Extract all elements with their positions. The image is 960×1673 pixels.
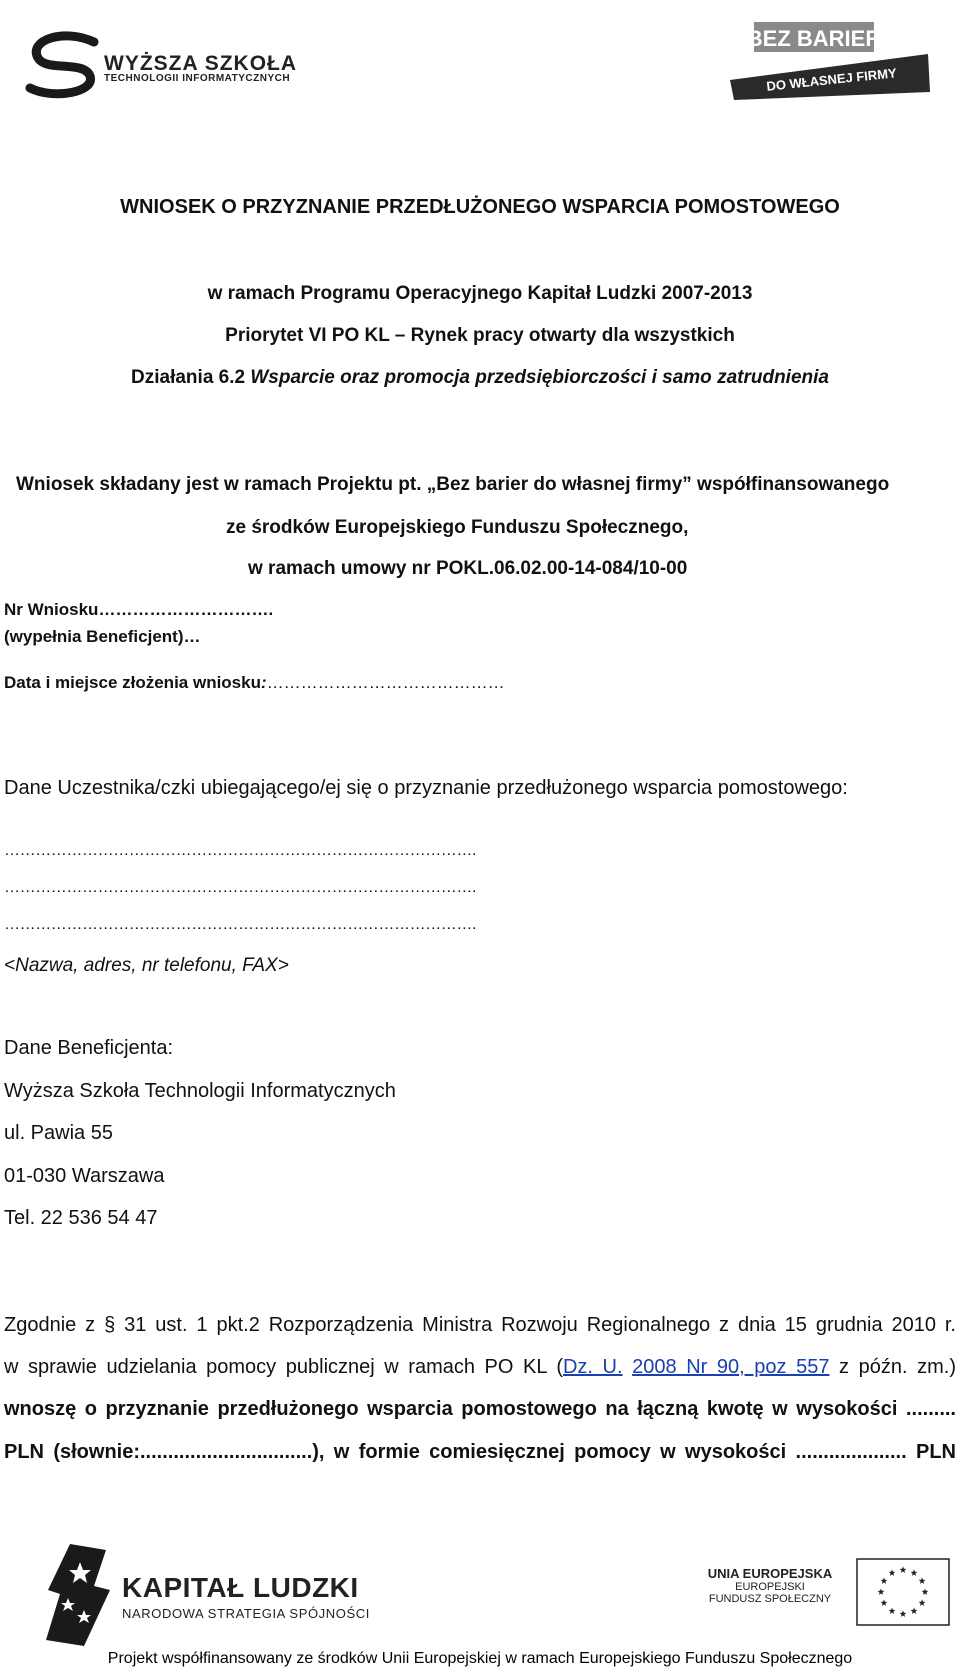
wsti-logo-subtitle: TECHNOLOGII INFORMATYCZNYCH [104, 73, 291, 84]
program-line-3-italic: Wsparcie oraz promocja przedsiębiorczości i samo zatrudnienia [250, 367, 829, 388]
data-miejsce-field[interactable]: …………………………………… [266, 673, 505, 692]
legal-line-2-prefix: w sprawie udzielania pomocy publicznej w ramach PO KL ( [4, 1356, 563, 1378]
wsti-logo-name: WYŻSZA SZKOŁA [104, 52, 298, 75]
program-line-3-prefix: Działania 6.2 [131, 367, 251, 388]
beneficjent-name: Wyższa Szkoła Technologii Informatycznych [4, 1080, 396, 1102]
program-line-2: Priorytet VI PO KL – Rynek pracy otwarty dla wszystkich [225, 325, 735, 346]
ue-line-1: UNIA EUROPEJSKA [707, 1566, 833, 1581]
legal-line-2-suffix: z późn. zm.) [829, 1356, 956, 1378]
footer-cofinancing-note: Projekt współfinansowany ze środków Unii Europejskiej w ramach Europejskiego Funduszu Społecznego [107, 1650, 853, 1667]
document-title: WNIOSEK O PRZYZNANIE PRZEDŁUŻONEGO WSPARCIA POMOSTOWEGO [120, 196, 840, 218]
project-line-3: w ramach umowy nr POKL.06.02.00-14-084/10-00 [248, 558, 688, 579]
data-miejsce-row [4, 673, 505, 693]
eu-flag-icon [856, 1558, 950, 1626]
beneficjent-heading: Dane Beneficjenta: [4, 1037, 174, 1059]
beneficjent-city: 01-030 Warszawa [4, 1165, 165, 1187]
ue-line-2: EUROPEJSKI [735, 1581, 805, 1593]
bez-barier-logo-line1: BEZ BARIER [746, 26, 882, 51]
dz-u-2008-link[interactable]: 2008 Nr 90, poz 557 [632, 1356, 830, 1378]
program-line-1: w ramach Programu Operacyjnego Kapitał Ludzki 2007-2013 [207, 283, 753, 304]
nr-wniosku-hint: (wypełnia Beneficjent)… [4, 627, 201, 646]
beneficjent-phone: Tel. 22 536 54 47 [4, 1207, 158, 1229]
nr-wniosku-field[interactable]: Nr Wniosku…………………………. [4, 600, 274, 619]
uczestnik-line-3[interactable]: ………………………………………………………………………………. [4, 916, 477, 933]
link-space [623, 1356, 633, 1378]
ue-line-3: FUNDUSZ SPOŁECZNY [708, 1593, 832, 1605]
program-line-3 [0, 367, 960, 389]
legal-line-2 [4, 1356, 956, 1379]
legal-line-1: Zgodnie z § 31 ust. 1 pkt.2 Rozporządzenia Ministra Rozwoju Regionalnego z dnia 15 grudnia 2010 r. [4, 1314, 956, 1336]
legal-line-3: wnoszę o przyznanie przedłużonego wsparcia pomostowego na łączną kwotę w wysokości ......... [4, 1398, 956, 1420]
kapital-ludzki-name: KAPITAŁ LUDZKI [122, 1572, 359, 1603]
bez-barier-logo [724, 14, 934, 102]
project-line-2: ze środków Europejskiego Funduszu Społecznego, [226, 517, 689, 538]
project-line-1: Wniosek składany jest w ramach Projektu pt. „Bez barier do własnej firmy” współfinansowanego [16, 474, 890, 495]
kapital-ludzki-subtitle: NARODOWA STRATEGIA SPÓJNOŚCI [122, 1606, 370, 1621]
beneficjent-street: ul. Pawia 55 [4, 1122, 113, 1144]
bez-barier-logo-line2: DO WŁASNEJ FIRMY [765, 65, 898, 94]
uczestnik-hint: <Nazwa, adres, nr telefonu, FAX> [4, 955, 289, 976]
data-miejsce-label: Data i miejsce złożenia wniosku [4, 673, 261, 692]
uczestnik-line-1[interactable]: ………………………………………………………………………………. [4, 842, 477, 859]
data-miejsce-colon: : [260, 673, 267, 692]
ue-efs-text [690, 1566, 850, 1605]
dz-u-link[interactable]: Dz. U. [562, 1356, 623, 1378]
uczestnik-line-2[interactable]: ………………………………………………………………………………. [4, 879, 477, 896]
uczestnik-heading: Dane Uczestnika/czki ubiegającego/ej się o przyznanie przedłużonego wsparcia pomostowego: [4, 777, 848, 799]
legal-line-4: PLN (słownie:...............................), w formie comiesięcznej pomocy w wysokości .................... PLN [4, 1441, 956, 1463]
